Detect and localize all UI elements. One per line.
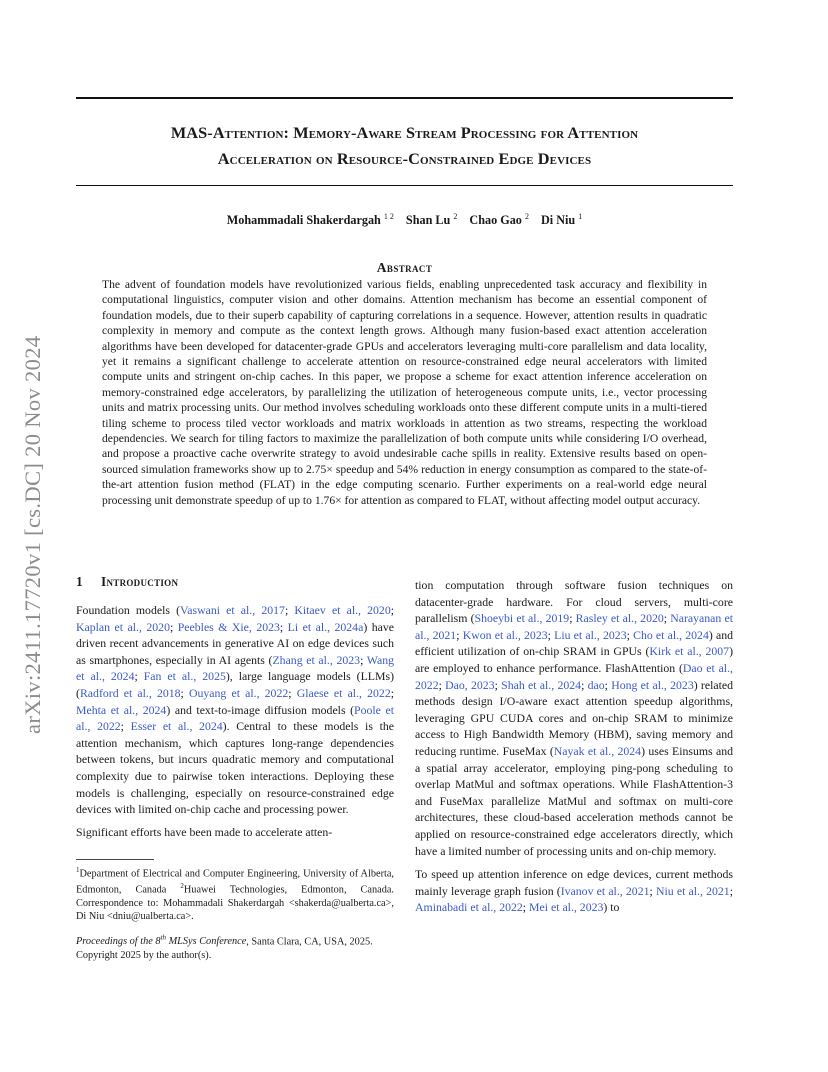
paper-title [76,120,733,172]
body-text: ) and text-to-image diffusion models ( [166,702,355,717]
citation-link[interactable]: Aminabadi et al., 2022 [415,900,523,915]
body-text: ; [581,677,588,692]
author-affiliation: 2 [524,212,529,221]
body-text: ; [438,677,446,692]
arxiv-identifier: arXiv:2411.17720v1 [cs.DC] 20 Nov 2024 [20,335,45,734]
body-text: ; [522,900,530,915]
body-text: ; [663,611,671,626]
author-name: Di Niu [540,213,576,228]
title-line-2: Acceleration on Resource-Constrained Edge Devices [217,149,592,168]
footnote-mark: 2 [180,882,184,891]
footnote-mark: 1 [76,866,80,874]
intro-paragraph-1 [76,602,394,818]
intro-paragraph-2-start: Significant efforts have been made to accelerate atten- [76,824,333,839]
citation-link[interactable]: Ivanov et al., 2021 [560,883,650,898]
body-text: ; [626,627,634,642]
body-text: ; [390,603,395,617]
body-text: ) are employed to enhance performance. FlashAttention ( [415,644,733,675]
citation-link[interactable]: Liu et al., 2023 [554,627,627,642]
citation-link[interactable]: Fan et al., 2025 [143,669,226,684]
citation-link[interactable]: Mei et al., 2023 [529,900,604,915]
section-title: Introduction [101,574,179,589]
citation-link[interactable]: Mehta et al., 2024 [76,702,167,717]
body-text: ) related methods design I/O-aware exact attention speedup algorithms, leveraging GPU CUDA cores and on-chip SRAM to minimize access to High Bandwidth Memory (HBM), saving memory and reducing runtime. FuseMax ( [415,677,733,758]
proceedings-venue [76,936,246,947]
citation-link[interactable]: Glaese et al., 2022 [296,685,391,700]
title-line-1: MAS-Attention: Memory-Aware Stream Processing for Attention [170,123,639,142]
body-text: ; [456,627,463,642]
venue-ordinal: th [160,934,167,942]
body-text: ) uses Einsums and a spatial array accelerator, employing ping-pong scheduling to overlap MatMul and softmax operations. While FlashAttention-3 and FuseMax parallelize MatMul and softmax on multi-core architectures, these cloud-based acceleration methods cannot be applied on resource-constrained edge accelerators directly, which have a limited number of processing units and on-chip memory. [415,743,733,858]
section-heading-introduction [76,574,178,590]
body-text: ). Central to these models is the attention mechanism, which captures long-range dependencies between tokens, but incurs quadratic memory and computational complexity due to pairwise token interactions. Deploying these models is challenging, especially on resource-constrained edge devices with limited on-chip cache and processing power. [76,719,394,817]
citation-link[interactable]: Peebles & Xie, 2023 [177,619,280,634]
left-column [76,602,394,840]
body-text: To speed up attention inference on edge devices, current methods mainly leverage graph fusion ( [415,867,733,898]
citation-link[interactable]: Zhang et al., 2023 [272,652,361,667]
title-bottom-rule [76,185,733,186]
citation-link[interactable]: Wang et al., 2024 [76,652,395,684]
citation-link[interactable]: Dao et al., 2022 [415,660,733,692]
right-column [415,577,733,916]
citation-link[interactable]: Narayanan et al., 2021 [415,611,733,642]
body-text: ; [134,669,144,684]
section-number: 1 [76,574,83,589]
proceedings-note [76,932,394,963]
citation-link[interactable]: Kaplan et al., 2020 [76,619,170,634]
citation-link[interactable]: Shah et al., 2024 [501,677,582,692]
citation-link[interactable]: Kirk et al., 2007 [649,644,730,659]
proceedings-details: , Santa Clara, CA, USA, 2025. Copyright 2025 by the author(s). [76,936,373,962]
author-name: Mohammadali Shakerdargah [226,213,381,228]
body-text: ; [569,611,576,626]
body-text: ), large language models (LLMs) ( [76,669,395,700]
author-name: Chao Gao [469,213,522,228]
citation-link[interactable]: Hong et al., 2023 [611,677,694,692]
citation-link[interactable]: Niu et al., 2021 [655,883,730,898]
body-text: ; [288,685,297,700]
author-affiliation: 1 [578,212,583,221]
footnote-text: Department of Electrical and Computer Engineering, University of Alberta, Edmonton, Canada [76,868,394,896]
body-text: ) to [603,900,620,915]
intro-paragraph-2-continued [415,577,733,859]
citation-link[interactable]: Poole et al., 2022 [76,702,394,734]
author-list [76,212,733,228]
body-text: ; [284,603,295,617]
citation-link[interactable]: Ouyang et al., 2022 [188,685,289,700]
body-text: ; [169,619,178,634]
intro-paragraph-3 [415,866,733,916]
citation-link[interactable]: Esser et al., 2024 [130,719,223,734]
body-text: ; [494,677,502,692]
citation-link[interactable]: Radford et al., 2018 [79,685,181,700]
body-text: Foundation models ( [76,603,181,617]
author-4 [541,213,582,227]
author-1 [227,213,394,227]
body-text: ; [279,619,288,634]
body-text: ; [180,685,189,700]
citation-link[interactable]: Kitaev et al., 2020 [294,603,391,617]
body-text: ; [360,652,367,667]
citation-link[interactable]: Rasley et al., 2020 [575,611,664,626]
venue-text: MLSys Conference [166,936,247,948]
citation-link[interactable]: Shoeybi et al., 2019 [474,611,570,626]
body-text: ; [120,719,131,734]
affiliation-footnote [76,864,394,923]
citation-link[interactable]: Kwon et al., 2023 [462,627,548,642]
footnote-text: Huawei Technologies, Edmonton, Canada. Correspondence to: Mohammadali Shakerdargah <shakerda@ualberta.ca>, Di Niu <dniu@ualberta.ca>. [76,884,394,922]
author-2 [406,213,457,227]
body-text: ; [729,883,733,898]
abstract-text: The advent of foundation models have revolutionized various fields, enabling unprecedented task accuracy and flexibility in computational linguistics, computer vision and other domains. Attention mechanism has become an essential component of foundation models, due to their superb capability of capturing correlations in a sequence. However, attention results in quadratic complexity in memory and compute as the context length grows. Although many fusion-based exact attention acceleration algorithms have been developed for datacenter-grade GPUs and accelerators leveraging multi-core parallelism and data locality, yet it remains a significant challenge to accelerate attention on resource-constrained edge neural accelerators with limited compute units and stringent on-chip caches. In this paper, we propose a scheme for exact attention inference acceleration on memory-constrained edge accelerators, by parallelizing the utilization of heterogeneous compute units, i.e., vector processing units and matrix processing units. Our method involves scheduling workloads onto these different compute units in a multi-tiered tiling scheme to process tiled vector workloads and matrix workloads in attention as two streams, respecting the workload dependencies. We search for tiling factors to maximize the parallelization of both compute units while considering I/O overhead, and propose a proactive cache overwrite strategy to avoid undesirable cache spills in reality. Extensive results based on open-sourced simulation frameworks show up to 2.75× speedup and 54% reduction in energy consumption as compared to the state-of-the-art attention fusion method (FLAT) in the edge computing scenario. Further experiments on a real-world edge neural processing unit demonstrate speedup of up to 1.76× for attention as compared to FLAT, without affecting model output accuracy. [102,278,707,507]
body-text: ; [547,627,555,642]
author-affiliation: 2 [453,212,458,221]
citation-link[interactable]: Li et al., 2024a [287,619,364,634]
footnote-rule [76,859,154,860]
body-text: ; [390,685,395,700]
body-text: tion computation through software fusion techniques on datacenter-grade hardware. For cloud servers, multi-core parallelism ( [415,578,733,626]
body-text: ; [649,883,656,898]
citation-link[interactable]: Vaswani et al., 2017 [180,603,285,617]
citation-link[interactable]: Dao, 2023 [445,677,495,692]
top-rule [76,97,733,99]
body-text: ; [604,677,612,692]
author-name: Shan Lu [405,213,451,228]
abstract-heading: Abstract [376,260,433,275]
citation-link[interactable]: Cho et al., 2024 [633,627,709,642]
body-text: ) and efficient utilization of on-chip SRAM in GPUs ( [415,627,733,659]
author-affiliation: 1 2 [383,212,394,221]
author-3 [469,213,529,227]
citation-link[interactable]: Nayak et al., 2024 [553,743,642,758]
venue-text: Proceedings of the 8 [76,936,161,948]
citation-link[interactable]: dao [587,677,605,692]
body-text: ) have driven recent advancements in generative AI on edge devices such as smartphones, especially in AI agents ( [76,619,394,667]
